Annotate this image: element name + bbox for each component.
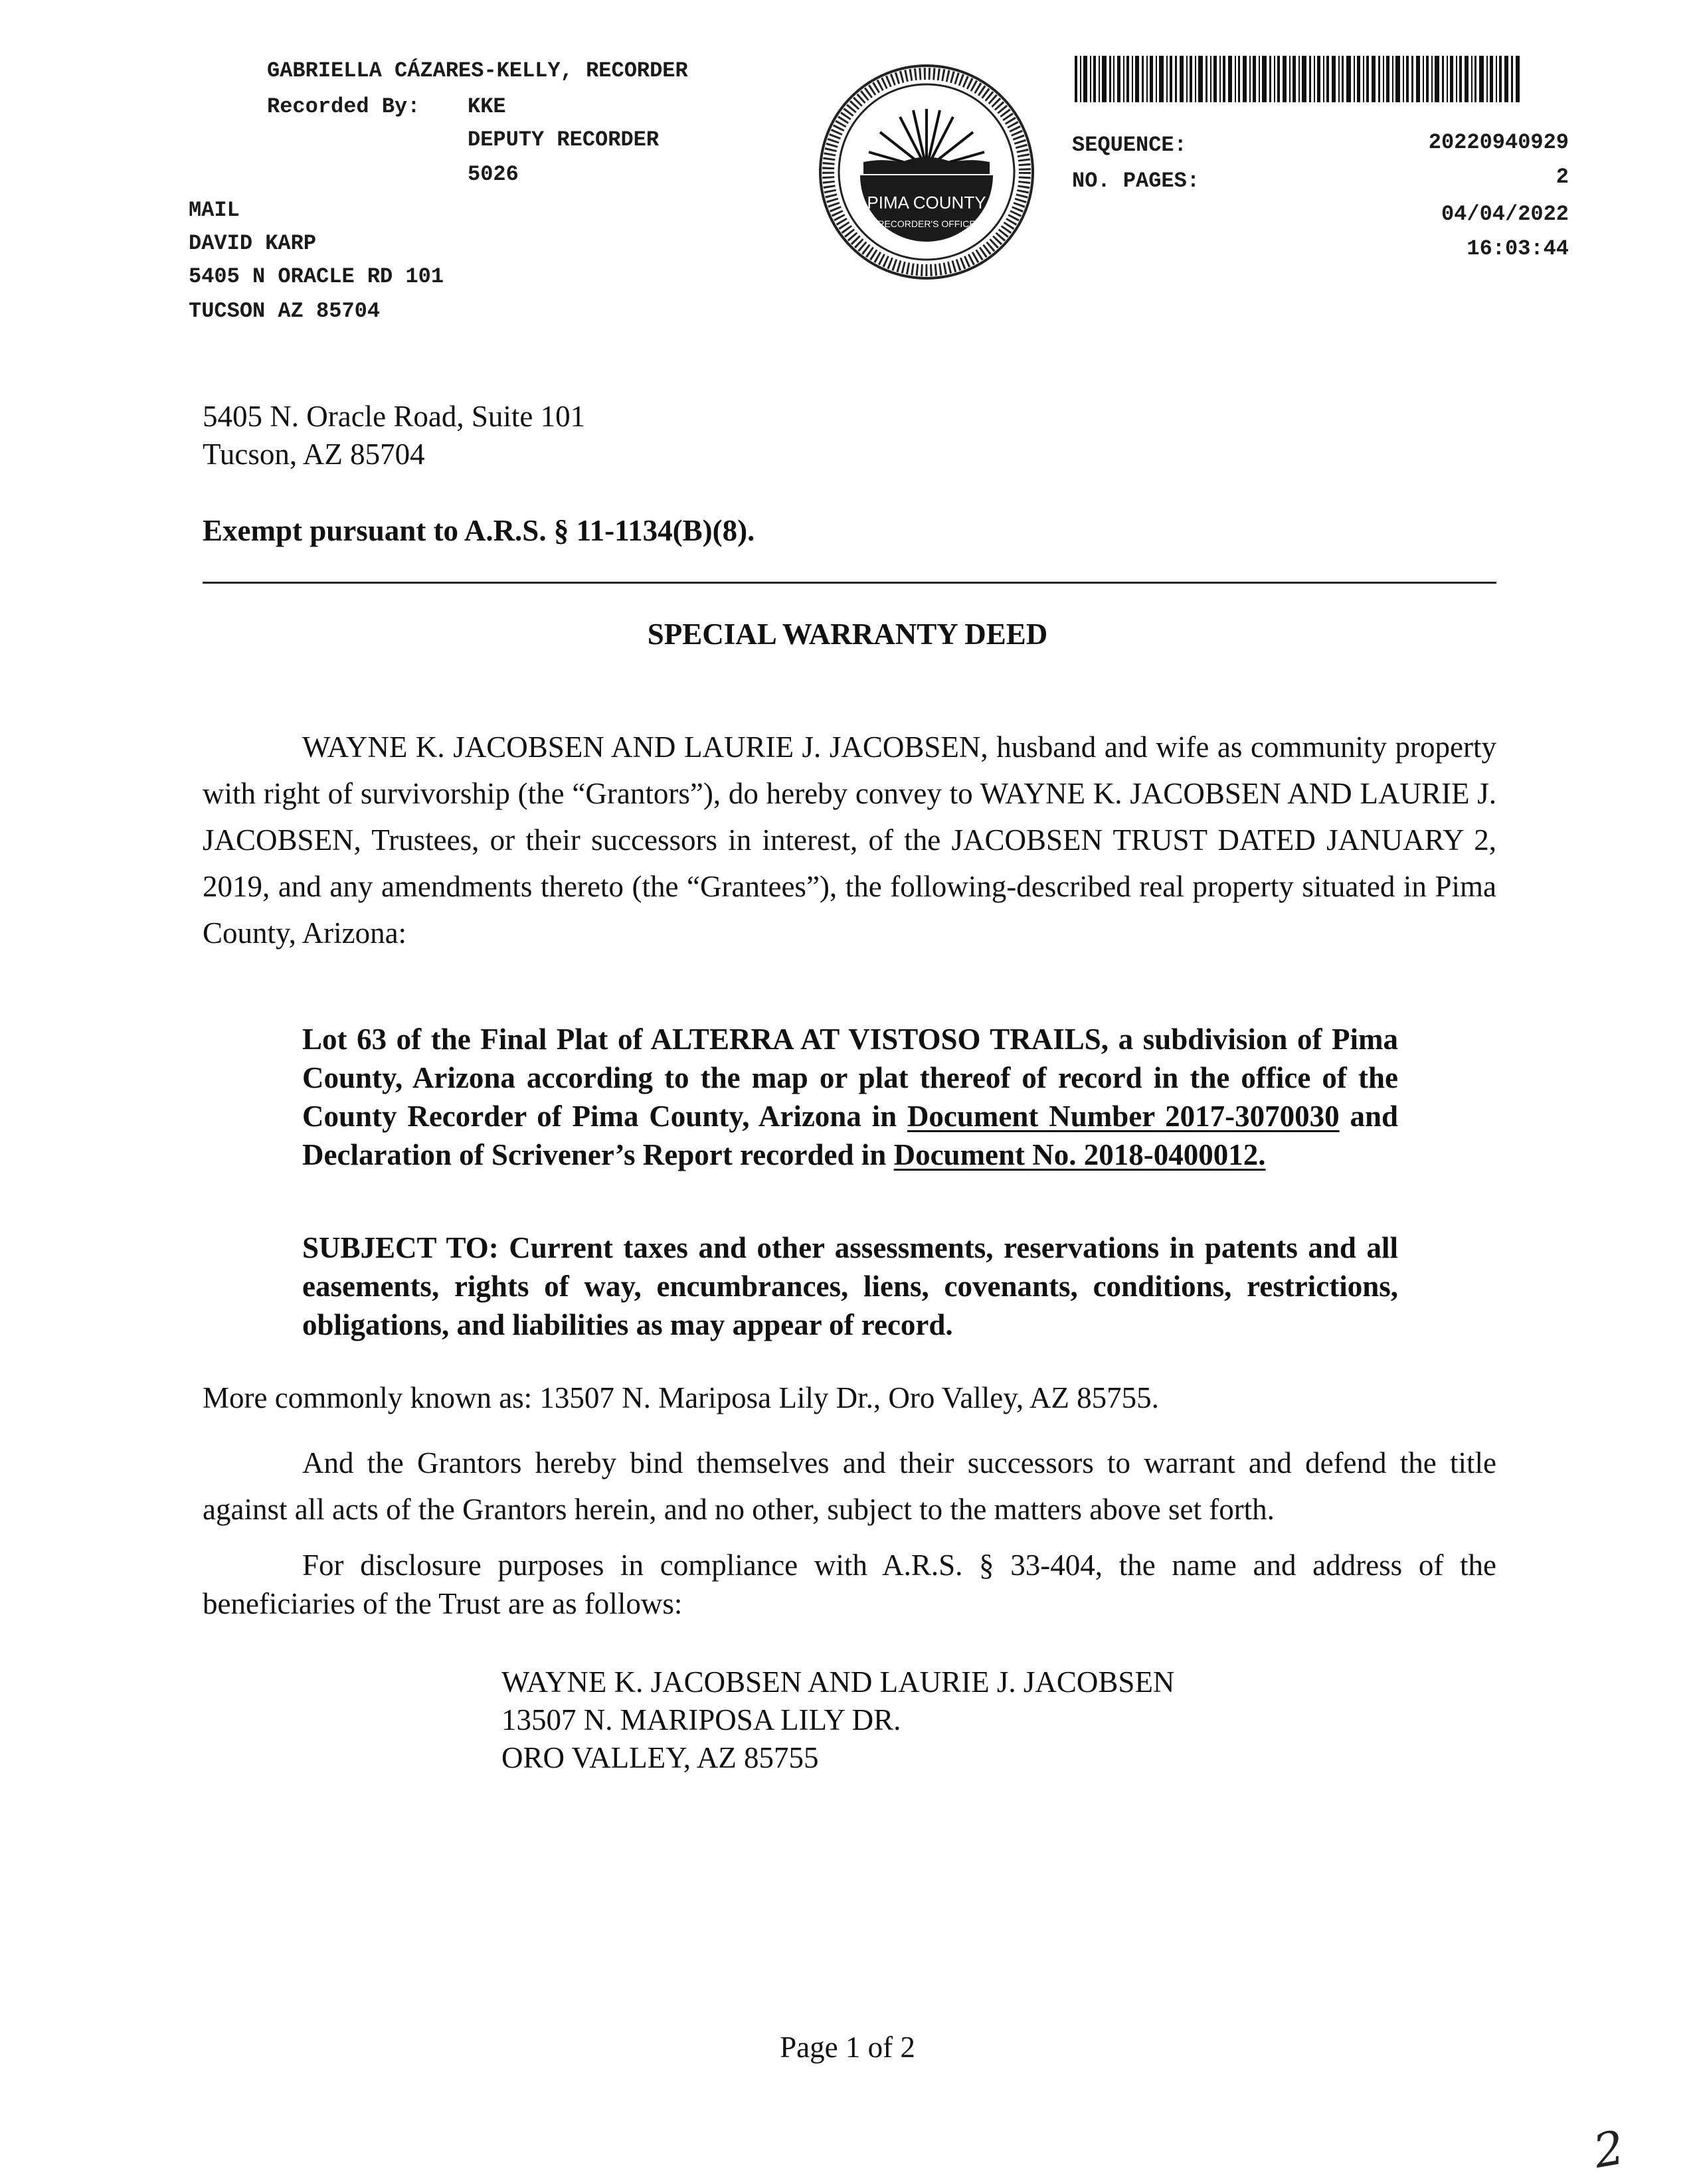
- recorded-by-value: KKE: [468, 94, 506, 119]
- seal-office-text: RECORDER'S OFFICE: [877, 218, 976, 229]
- mail-label: MAIL: [189, 198, 240, 222]
- pages-label: NO. PAGES:: [1072, 169, 1200, 193]
- disclosure-paragraph: For disclosure purposes in compliance with A.R.S. § 33-404, the name and address of the beneficiaries of the Trust are as follows:: [203, 1549, 1496, 1620]
- document-reference-2: Document No. 2018-0400012.: [893, 1138, 1266, 1171]
- seal-county-text: PIMA COUNTY: [867, 193, 986, 212]
- beneficiary-names: WAYNE K. JACOBSEN AND LAURIE J. JACOBSEN: [501, 1665, 1175, 1699]
- page-number: Page 1 of 2: [780, 2031, 915, 2064]
- pima-county-seal: [817, 62, 1036, 282]
- deputy-recorder: DEPUTY RECORDER: [468, 127, 660, 152]
- return-address-line1: 5405 N. Oracle Road, Suite 101: [203, 400, 586, 433]
- conveyance-paragraph: WAYNE K. JACOBSEN AND LAURIE J. JACOBSEN, husband and wife as community property with right of survivorship (the “Grantors”), do hereby convey to WAYNE K. JACOBSEN AND LAURIE J. JACOBSEN, Trustees, or their successors in interest, of the JACOBSEN TRUST DATED JANUARY 2, 2019, and any amendments thereto (the “Grantees”), the following-described real property situated in Pima County, Arizona:: [203, 730, 1496, 950]
- recorded-by-label: Recorded By:: [267, 94, 420, 119]
- legal-description: [302, 1020, 1398, 1174]
- known-as-line: More commonly known as: 13507 N. Mariposa Lily Dr., Oro Valley, AZ 85755.: [203, 1381, 1159, 1414]
- document-reference-1: Document Number 2017-3070030: [907, 1100, 1340, 1133]
- header-divider: [203, 582, 1496, 584]
- beneficiary-street: 13507 N. MARIPOSA LILY DR.: [501, 1703, 901, 1736]
- document-title: SPECIAL WARRANTY DEED: [647, 618, 1048, 651]
- barcode-graphic: [1075, 56, 1520, 102]
- legal-description-part1: Lot 63 of the Final Plat of ALTERRA AT VISTOSO TRAILS, a subdivision of Pima County, Arizona according to the map or plat thereof of record in the office of the County Recorder of Pima County, Arizona in: [302, 1023, 1398, 1133]
- return-address-line2: Tucson, AZ 85704: [203, 438, 425, 471]
- warranty-paragraph: And the Grantors hereby bind themselves and their successors to warrant and defend the title against all acts of the Grantors herein, and no other, subject to the matters above set forth.: [203, 1446, 1496, 1526]
- mail-address: 5405 N ORACLE RD 101: [189, 264, 444, 289]
- deputy-number: 5026: [468, 162, 519, 187]
- beneficiary-city: ORO VALLEY, AZ 85755: [501, 1741, 819, 1774]
- exempt-line: Exempt pursuant to A.R.S. § 11-1134(B)(8).: [203, 514, 755, 547]
- recorder-name: GABRIELLA CÁZARES-KELLY, RECORDER: [267, 58, 688, 83]
- sequence-label: SEQUENCE:: [1072, 133, 1187, 157]
- recording-date: 04/04/2022: [1441, 202, 1569, 226]
- handwritten-page-mark: 2: [1589, 2120, 1629, 2179]
- sequence-value: 20220940929: [1428, 130, 1569, 155]
- mail-city: TUCSON AZ 85704: [189, 299, 381, 323]
- subject-to-clause: SUBJECT TO: Current taxes and other assessments, reservations in patents and all easements, rights of way, encumbrances, liens, covenants, conditions, restrictions, obligations, and liabilities as may appear of record.: [302, 1231, 1398, 1341]
- pages-value: 2: [1556, 165, 1569, 189]
- recording-time: 16:03:44: [1467, 236, 1569, 261]
- mail-name: DAVID KARP: [189, 231, 317, 256]
- legal-description-part2: and Declaration of Scrivener’s Report recorded in: [302, 1100, 1399, 1171]
